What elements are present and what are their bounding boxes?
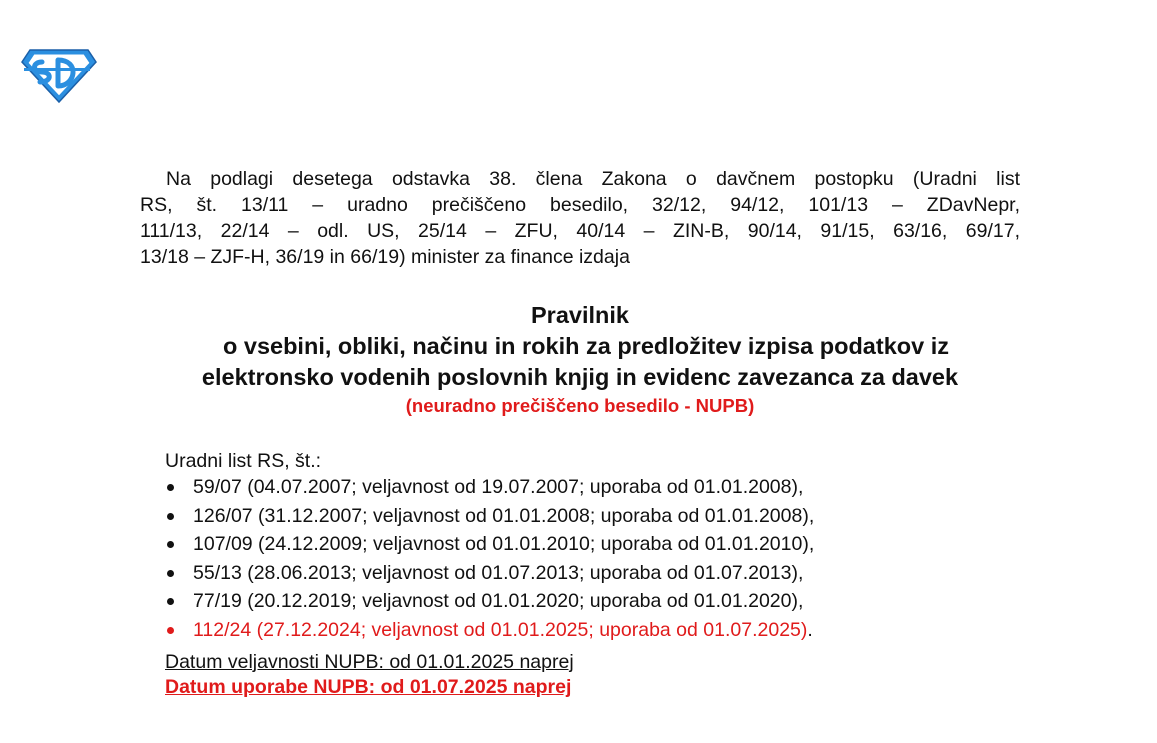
diamond-sd-logo-icon <box>20 48 98 104</box>
intro-line: Na podlagi desetega odstavka 38. člena Zakona o davčnem postopku (Uradni list <box>166 168 1020 190</box>
title-line: o vsebini, obliki, načinu in rokih za predložitev izpisa podatkov iz <box>222 333 950 359</box>
title-line: Pravilnik <box>531 302 629 328</box>
bullet-icon <box>167 598 174 605</box>
list-item-text: 59/07 (04.07.2007; veljavnost od 19.07.2007; uporaba od 01.01.2008), <box>193 476 804 498</box>
bullet-icon <box>167 484 174 491</box>
gazette-heading: Uradni list RS, št.: <box>165 450 322 472</box>
intro-line: 111/13, 22/14 – odl. US, 25/14 – ZFU, 40/14 – ZIN-B, 90/14, 91/15, 63/16, 69/17, <box>140 220 1020 242</box>
list-item <box>165 502 814 531</box>
list-item-text: 107/09 (24.12.2009; veljavnost od 01.01.2010; uporaba od 01.01.2010), <box>193 533 815 556</box>
list-item-text: 77/19 (20.12.2019; veljavnost od 01.01.2020; uporaba od 01.01.2020), <box>193 590 804 613</box>
list-item-text: 126/07 (31.12.2007; veljavnost od 01.01.2008; uporaba od 01.01.2008), <box>193 504 815 527</box>
list-item <box>165 587 814 616</box>
list-item-text: 112/24 (27.12.2024; veljavnost od 01.01.2025; uporaba od 01.07.2025) <box>193 618 808 641</box>
validity-date: Datum veljavnosti NUPB: od 01.01.2025 naprej <box>165 651 574 673</box>
bullet-icon <box>167 570 174 577</box>
bullet-icon <box>167 541 174 548</box>
subtitle: (neuradno prečiščeno besedilo - NUPB) <box>405 395 755 416</box>
list-item <box>165 473 814 502</box>
list-item <box>165 616 814 645</box>
intro-paragraph <box>140 166 1020 270</box>
list-item <box>165 559 814 588</box>
bullet-icon <box>167 513 174 520</box>
list-item-tail: . <box>807 618 813 641</box>
document-title <box>135 300 1025 419</box>
bullet-icon <box>167 627 174 634</box>
list-item <box>165 530 814 559</box>
usage-date: Datum uporabe NUPB: od 01.07.2025 naprej <box>165 676 572 698</box>
title-line: elektronsko vodenih poslovnih knjig in evidenc zavezanca za davek <box>201 364 959 390</box>
intro-line: 13/18 – ZJF-H, 36/19 in 66/19) minister za finance izdaja <box>140 246 630 268</box>
list-item-text: 55/13 (28.06.2013; veljavnost od 01.07.2013; uporaba od 01.07.2013), <box>193 561 804 584</box>
intro-line: RS, št. 13/11 – uradno prečiščeno besedilo, 32/12, 94/12, 101/13 – ZDavNepr, <box>140 194 1020 216</box>
gazette-list <box>165 473 814 645</box>
